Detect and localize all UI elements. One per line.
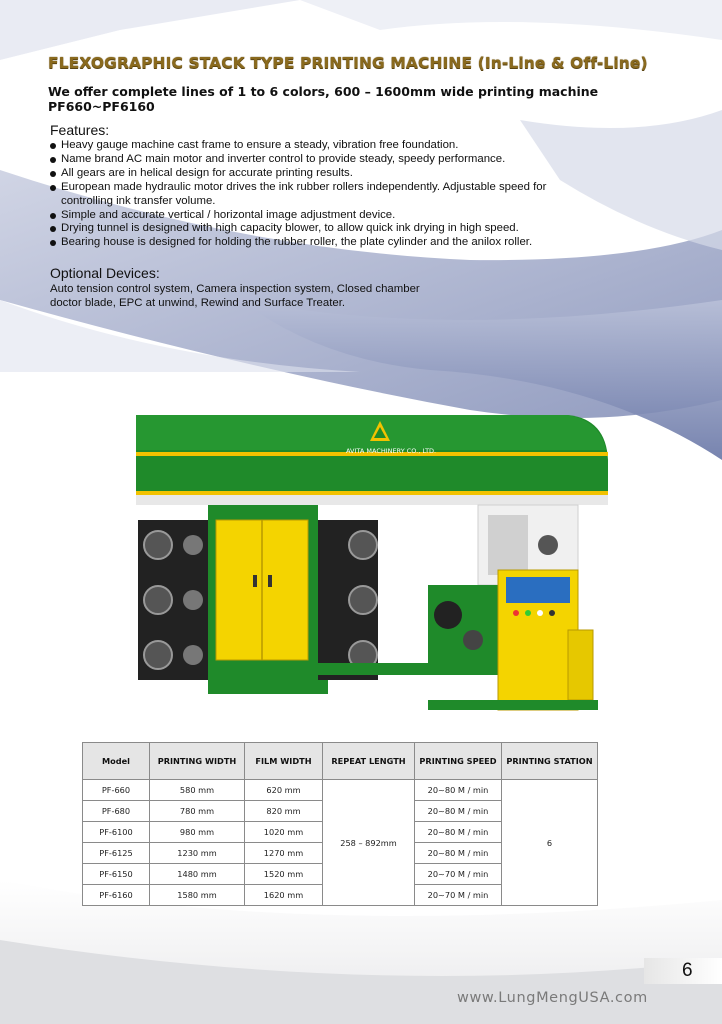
- cell-film-width: 1520 mm: [245, 864, 323, 885]
- cell-printing-station: 6: [502, 780, 598, 906]
- cell-printing-speed: 20~80 M / min: [415, 822, 502, 843]
- spec-table: [82, 742, 598, 906]
- cell-model: PF-680: [83, 801, 150, 822]
- optional-line: doctor blade, EPC at unwind, Rewind and Surface Treater.: [50, 296, 346, 309]
- cell-printing-width: 1230 mm: [150, 843, 245, 864]
- cell-film-width: 620 mm: [245, 780, 323, 801]
- page-number: 6: [682, 960, 693, 981]
- feature-item: Drying tunnel is designed with high capacity blower, to allow quick ink drying in high speed.: [50, 222, 650, 236]
- feature-item: Name brand AC main motor and inverter control to provide steady, speedy performance.: [50, 153, 650, 167]
- features-heading: Features:: [50, 122, 110, 138]
- cell-printing-width: 1580 mm: [150, 885, 245, 906]
- cell-model: PF-6100: [83, 822, 150, 843]
- cell-film-width: 1270 mm: [245, 843, 323, 864]
- table-row: [83, 780, 598, 801]
- col-header-repeat-length: REPEAT LENGTH: [323, 743, 415, 780]
- brand-text: AVITA MACHINERY CO., LTD.: [346, 447, 437, 455]
- optional-heading: Optional Devices:: [50, 265, 160, 281]
- cell-model: PF-6160: [83, 885, 150, 906]
- col-header-printing-speed: PRINTING SPEED: [415, 743, 502, 780]
- cell-film-width: 1020 mm: [245, 822, 323, 843]
- feature-item: Bearing house is designed for holding the rubber roller, the plate cylinder and the anilox roller.: [50, 236, 650, 250]
- col-header-printing-station: PRINTING STATION: [502, 743, 598, 780]
- cell-film-width: 820 mm: [245, 801, 323, 822]
- cell-printing-speed: 20~80 M / min: [415, 843, 502, 864]
- cell-printing-speed: 20~80 M / min: [415, 801, 502, 822]
- features-list: [50, 139, 650, 250]
- cell-film-width: 1620 mm: [245, 885, 323, 906]
- cell-printing-width: 1480 mm: [150, 864, 245, 885]
- model-range: PF660~PF6160: [48, 99, 155, 114]
- table-header-row: [83, 743, 598, 780]
- cell-printing-width: 980 mm: [150, 822, 245, 843]
- subtitle: [48, 84, 648, 114]
- cell-repeat-length: 258 – 892mm: [323, 780, 415, 906]
- feature-item: Simple and accurate vertical / horizontal image adjustment device.: [50, 209, 650, 223]
- cell-printing-speed: 20~80 M / min: [415, 780, 502, 801]
- cell-printing-width: 780 mm: [150, 801, 245, 822]
- printing-machine-photo: [128, 405, 618, 720]
- cell-model: PF-6125: [83, 843, 150, 864]
- cell-printing-width: 580 mm: [150, 780, 245, 801]
- col-header-film-width: FILM WIDTH: [245, 743, 323, 780]
- cell-printing-speed: 20~70 M / min: [415, 864, 502, 885]
- feature-item: Heavy gauge machine cast frame to ensure a steady, vibration free foundation.: [50, 139, 650, 153]
- col-header-model: Model: [83, 743, 150, 780]
- optional-devices-text: [50, 283, 470, 311]
- website-url[interactable]: www.LungMengUSA.com: [457, 990, 648, 1006]
- feature-item: All gears are in helical design for accurate printing results.: [50, 167, 650, 181]
- feature-item: European made hydraulic motor drives the ink rubber rollers independently. Adjustable speed for controlling ink transfer volume.: [50, 181, 591, 209]
- cell-printing-speed: 20~70 M / min: [415, 885, 502, 906]
- cell-model: PF-6150: [83, 864, 150, 885]
- subtitle-line: We offer complete lines of 1 to 6 colors, 600 – 1600mm wide printing machine: [48, 84, 599, 99]
- cell-model: PF-660: [83, 780, 150, 801]
- col-header-printing-width: PRINTING WIDTH: [150, 743, 245, 780]
- optional-line: Auto tension control system, Camera inspection system, Closed chamber: [50, 283, 420, 295]
- page-title: FLEXOGRAPHIC STACK TYPE PRINTING MACHINE (In-Line & Off-Line): [48, 54, 648, 72]
